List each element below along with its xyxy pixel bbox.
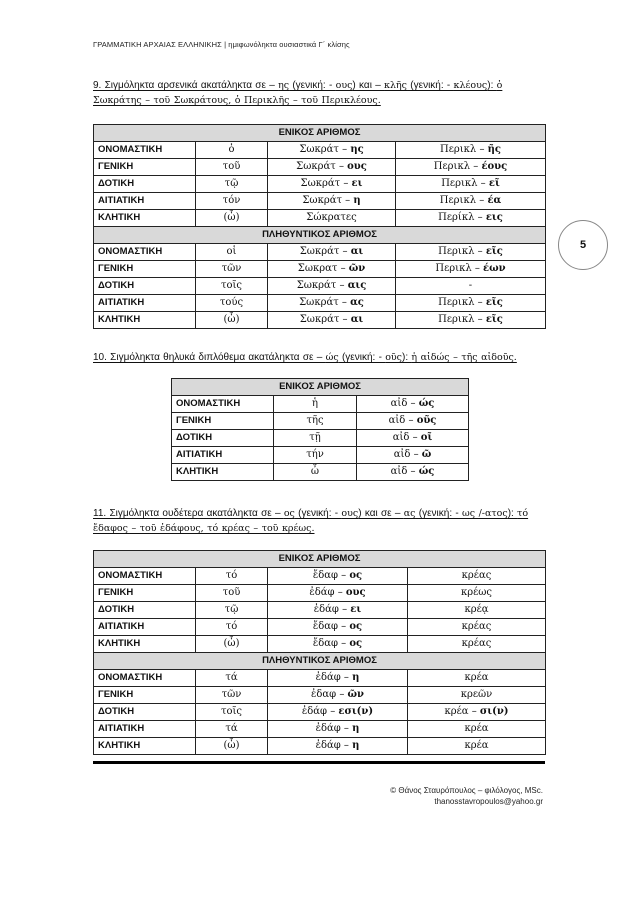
- case-label: ΔΟΤΙΚΗ: [172, 430, 274, 447]
- ending-text: η: [352, 672, 360, 683]
- article-cell: τοῖς: [196, 278, 268, 295]
- table-row: [94, 176, 546, 193]
- stem-text: κρέας: [461, 621, 492, 632]
- stem-text: ἐδάφ –: [309, 587, 346, 598]
- case-label: ΟΝΟΜΑΣΤΙΚΗ: [94, 142, 196, 159]
- page-header: ΓΡΑΜΜΑΤΙΚΗ ΑΡΧΑΙΑΣ ΕΛΛΗΝΙΚΗΣ | ημιφωνόληκτα ουσιαστικά Γ΄ κλίσης: [93, 40, 350, 49]
- page-number-badge: [558, 220, 608, 270]
- ending-text: έους: [481, 161, 508, 172]
- article-cell: οἱ: [196, 244, 268, 261]
- ending-text: εῖς: [485, 246, 503, 257]
- article-cell: τῆς: [274, 413, 357, 430]
- stem-text: κρέᾳ: [464, 604, 489, 615]
- stem-text: ἐδάφ –: [315, 672, 353, 683]
- case-label: ΓΕΝΙΚΗ: [172, 413, 274, 430]
- form-cell: [408, 670, 546, 687]
- table-row: [94, 159, 546, 176]
- ending-text: εῖς: [485, 314, 503, 325]
- form-cell: [268, 244, 396, 261]
- singular-title-row: [94, 551, 546, 568]
- stem-text: Σωκράτ –: [299, 297, 351, 308]
- ending-text: αις: [347, 280, 367, 291]
- form-cell: [396, 278, 546, 295]
- table-row: [94, 704, 546, 721]
- footer: [390, 785, 543, 807]
- form-cell: [408, 619, 546, 636]
- form-cell: [268, 193, 396, 210]
- ending-text: η: [353, 195, 361, 206]
- article-cell: τοῦ: [196, 585, 268, 602]
- article-cell: τό: [196, 568, 268, 585]
- ending-text: ος: [349, 570, 363, 581]
- table-row: [94, 142, 546, 159]
- case-label: ΓΕΝΙΚΗ: [94, 687, 196, 704]
- stem-text: Σωκράτ –: [300, 178, 352, 189]
- ending-text: ει: [350, 604, 362, 615]
- singular-title-row: [172, 379, 469, 396]
- ending-text: ώς: [418, 466, 435, 477]
- ending-text: οῖ: [420, 432, 433, 443]
- form-cell: [396, 210, 546, 227]
- section-9-heading: 9. Σιγμόληκτα αρσενικά ακατάληκτα σε – ης (γενική: - ους) και – κλῆς (γενική: - κλέους): ὁ Σωκράτης – τοῦ Σωκράτους, ὁ Περικλῆς – τοῦ Περικλέους.: [93, 80, 503, 106]
- stem-text: Περικλ –: [439, 195, 488, 206]
- case-label: ΟΝΟΜΑΣΤΙΚΗ: [94, 568, 196, 585]
- form-cell: [408, 636, 546, 653]
- case-label: ΑΙΤΙΑΤΙΚΗ: [94, 721, 196, 738]
- table-row: [94, 738, 546, 755]
- section-10-heading: 10. Σιγμόληκτα θηλυκά διπλόθεμα ακατάληκτα σε – ώς (γενική: - οῦς): ἡ αἰδώς – τῆς αἰδοῦς.: [93, 352, 517, 363]
- ending-text: αι: [350, 246, 364, 257]
- plural-title-row-cell: ΠΛΗΘΥΝΤΙΚΟΣ ΑΡΙΘΜΟΣ: [94, 653, 546, 670]
- article-cell: τῷ: [196, 602, 268, 619]
- case-label: ΑΙΤΙΑΤΙΚΗ: [94, 619, 196, 636]
- case-label: ΚΛΗΤΙΚΗ: [94, 738, 196, 755]
- form-cell: [268, 704, 408, 721]
- article-cell: τόν: [196, 193, 268, 210]
- form-cell: [268, 738, 408, 755]
- ending-text: εῖ: [488, 178, 500, 189]
- case-label: ΔΟΤΙΚΗ: [94, 176, 196, 193]
- form-cell: [357, 396, 469, 413]
- form-cell: [357, 447, 469, 464]
- stem-text: αἰδ –: [388, 415, 417, 426]
- stem-text: Σωκράτ –: [296, 161, 348, 172]
- ending-text: έα: [487, 195, 502, 206]
- article-cell: (ὦ): [196, 636, 268, 653]
- section-10-table: [171, 378, 469, 481]
- table-row: [94, 568, 546, 585]
- footer-rule: [93, 761, 545, 764]
- plural-title-row: [94, 227, 546, 244]
- article-cell: τά: [196, 721, 268, 738]
- form-cell: [268, 261, 396, 278]
- article-cell: ὁ: [196, 142, 268, 159]
- ending-text: αι: [350, 314, 364, 325]
- form-cell: [268, 602, 408, 619]
- article-cell: τά: [196, 670, 268, 687]
- case-label: ΑΙΤΙΑΤΙΚΗ: [94, 193, 196, 210]
- stem-text: αἰδ –: [390, 398, 419, 409]
- singular-title-row-cell: ΕΝΙΚΟΣ ΑΡΙΘΜΟΣ: [94, 125, 546, 142]
- stem-text: ἐδαφ –: [311, 689, 348, 700]
- form-cell: [408, 585, 546, 602]
- ending-text: ος: [349, 621, 363, 632]
- form-cell: [357, 413, 469, 430]
- table-row: [172, 430, 469, 447]
- stem-text: κρέα –: [444, 706, 480, 717]
- stem-text: Σωκράτ –: [296, 280, 348, 291]
- form-cell: [357, 464, 469, 481]
- stem-text: κρέα: [464, 723, 489, 734]
- table-row: [94, 312, 546, 329]
- stem-text: ἔδαφ –: [312, 638, 350, 649]
- stem-text: Σωκράτ –: [299, 314, 351, 325]
- form-cell: [268, 636, 408, 653]
- form-cell: [268, 619, 408, 636]
- ending-text: ος: [349, 638, 363, 649]
- plural-title-row: [94, 653, 546, 670]
- table-row: [94, 602, 546, 619]
- article-cell: τῶν: [196, 687, 268, 704]
- stem-text: ἐδάφ –: [315, 723, 353, 734]
- form-cell: [268, 159, 396, 176]
- stem-text: κρέως: [460, 587, 493, 598]
- stem-text: κρέα: [464, 740, 489, 751]
- stem-text: Σωκρατ –: [297, 263, 349, 274]
- table-row: [94, 636, 546, 653]
- table-row: [94, 295, 546, 312]
- table-row: [94, 261, 546, 278]
- ending-text: σι(ν): [479, 706, 509, 717]
- stem-text: κρέας: [461, 570, 492, 581]
- ending-text: ῶ: [421, 449, 432, 460]
- article-cell: τούς: [196, 295, 268, 312]
- stem-text: ἔδαφ –: [312, 621, 350, 632]
- page-number: 5: [579, 239, 587, 251]
- form-cell: [357, 430, 469, 447]
- stem-text: Σώκρατες: [306, 212, 357, 223]
- stem-text: ἐδάφ –: [301, 706, 339, 717]
- article-cell: (ὦ): [196, 210, 268, 227]
- singular-title-row: [94, 125, 546, 142]
- stem-text: κρέα: [464, 672, 489, 683]
- ending-text: η: [352, 740, 360, 751]
- ending-text: ους: [347, 161, 367, 172]
- stem-text: Σωκράτ –: [299, 144, 351, 155]
- stem-text: -: [468, 280, 473, 291]
- stem-text: ἐδάφ –: [315, 740, 353, 751]
- form-cell: [408, 602, 546, 619]
- stem-text: Περικλ –: [435, 263, 484, 274]
- ending-text: ης: [350, 144, 364, 155]
- stem-text: Σωκράτ –: [299, 246, 351, 257]
- case-label: ΔΟΤΙΚΗ: [94, 602, 196, 619]
- form-cell: [396, 142, 546, 159]
- plural-title-row-cell: ΠΛΗΘΥΝΤΙΚΟΣ ΑΡΙΘΜΟΣ: [94, 227, 546, 244]
- form-cell: [408, 721, 546, 738]
- section-11-heading: 11. Σιγμόληκτα ουδέτερα ακατάληκτα σε – ος (γενική: - ους) και σε – ας (γενική: - ως /-ατος): τό ἔδαφος – τοῦ ἐδάφους, τό κρέας – τοῦ κρέως.: [93, 508, 529, 534]
- section-11-table: [93, 550, 546, 755]
- ending-text: ώς: [418, 398, 435, 409]
- stem-text: αἰδ –: [392, 432, 421, 443]
- form-cell: [396, 295, 546, 312]
- form-cell: [408, 738, 546, 755]
- article-cell: τήν: [274, 447, 357, 464]
- stem-text: αἰδ –: [390, 466, 419, 477]
- singular-title-row-cell: ΕΝΙΚΟΣ ΑΡΙΘΜΟΣ: [94, 551, 546, 568]
- form-cell: [268, 312, 396, 329]
- form-cell: [396, 261, 546, 278]
- article-cell: ἡ: [274, 396, 357, 413]
- stem-text: Περίκλ –: [438, 212, 486, 223]
- form-cell: [396, 193, 546, 210]
- stem-text: Περικλ –: [441, 178, 489, 189]
- footer-email: thanosstavropoulos@yahoo.gr: [434, 797, 543, 806]
- case-label: ΑΙΤΙΑΤΙΚΗ: [172, 447, 274, 464]
- case-label: ΟΝΟΜΑΣΤΙΚΗ: [94, 670, 196, 687]
- ending-text: εσι(ν): [338, 706, 374, 717]
- case-label: ΓΕΝΙΚΗ: [94, 261, 196, 278]
- table-row: [94, 193, 546, 210]
- table-row: [172, 413, 469, 430]
- ending-text: ους: [345, 587, 366, 598]
- form-cell: [396, 176, 546, 193]
- article-cell: τό: [196, 619, 268, 636]
- case-label: ΓΕΝΙΚΗ: [94, 585, 196, 602]
- table-row: [94, 244, 546, 261]
- case-label: ΔΟΤΙΚΗ: [94, 278, 196, 295]
- table-row: [94, 278, 546, 295]
- case-label: ΓΕΝΙΚΗ: [94, 159, 196, 176]
- form-cell: [268, 585, 408, 602]
- ending-text: εῖς: [485, 297, 503, 308]
- ending-text: ῆς: [487, 144, 501, 155]
- form-cell: [268, 278, 396, 295]
- stem-text: κρεῶν: [460, 689, 493, 700]
- case-label: ΚΛΗΤΙΚΗ: [94, 210, 196, 227]
- stem-text: ἔδαφ –: [312, 570, 350, 581]
- case-label: ΟΝΟΜΑΣΤΙΚΗ: [94, 244, 196, 261]
- table-row: [172, 464, 469, 481]
- form-cell: [396, 312, 546, 329]
- form-cell: [408, 687, 546, 704]
- case-label: ΟΝΟΜΑΣΤΙΚΗ: [172, 396, 274, 413]
- section-9-table: [93, 124, 546, 329]
- form-cell: [268, 295, 396, 312]
- form-cell: [268, 568, 408, 585]
- ending-text: η: [352, 723, 360, 734]
- article-cell: τοῦ: [196, 159, 268, 176]
- footer-author: © Θάνος Σταυρόπουλος – φιλόλογος, MSc.: [390, 786, 543, 795]
- article-cell: (ὦ): [196, 738, 268, 755]
- case-label: ΔΟΤΙΚΗ: [94, 704, 196, 721]
- table-row: [94, 585, 546, 602]
- stem-text: αἰδ –: [393, 449, 422, 460]
- table-row: [172, 396, 469, 413]
- case-label: ΑΙΤΙΑΤΙΚΗ: [94, 295, 196, 312]
- form-cell: [268, 670, 408, 687]
- ending-text: οῦς: [416, 415, 437, 426]
- ending-text: ῶν: [347, 689, 364, 700]
- form-cell: [268, 721, 408, 738]
- stem-text: Περικλ –: [433, 161, 482, 172]
- stem-text: Περικλ –: [438, 246, 486, 257]
- stem-text: κρέας: [461, 638, 492, 649]
- singular-title-row-cell: ΕΝΙΚΟΣ ΑΡΙΘΜΟΣ: [172, 379, 469, 396]
- article-cell: τῇ: [274, 430, 357, 447]
- table-row: [172, 447, 469, 464]
- stem-text: Περικλ –: [438, 297, 486, 308]
- form-cell: [396, 159, 546, 176]
- ending-text: ει: [351, 178, 363, 189]
- form-cell: [408, 704, 546, 721]
- form-cell: [268, 687, 408, 704]
- form-cell: [396, 244, 546, 261]
- stem-text: Σωκράτ –: [302, 195, 354, 206]
- article-cell: τῷ: [196, 176, 268, 193]
- case-label: ΚΛΗΤΙΚΗ: [94, 312, 196, 329]
- table-row: [94, 670, 546, 687]
- table-row: [94, 687, 546, 704]
- ending-text: έων: [483, 263, 506, 274]
- article-cell: τοῖς: [196, 704, 268, 721]
- form-cell: [268, 142, 396, 159]
- stem-text: Περικλ –: [439, 144, 488, 155]
- article-cell: (ὦ): [196, 312, 268, 329]
- form-cell: [408, 568, 546, 585]
- ending-text: ας: [350, 297, 364, 308]
- case-label: ΚΛΗΤΙΚΗ: [94, 636, 196, 653]
- form-cell: [268, 176, 396, 193]
- table-row: [94, 619, 546, 636]
- table-row: [94, 210, 546, 227]
- table-row: [94, 721, 546, 738]
- stem-text: Περικλ –: [438, 314, 486, 325]
- ending-text: ῶν: [348, 263, 366, 274]
- article-cell: ὦ: [274, 464, 357, 481]
- form-cell: [268, 210, 396, 227]
- article-cell: τῶν: [196, 261, 268, 278]
- stem-text: ἐδάφ –: [313, 604, 351, 615]
- case-label: ΚΛΗΤΙΚΗ: [172, 464, 274, 481]
- ending-text: εις: [485, 212, 503, 223]
